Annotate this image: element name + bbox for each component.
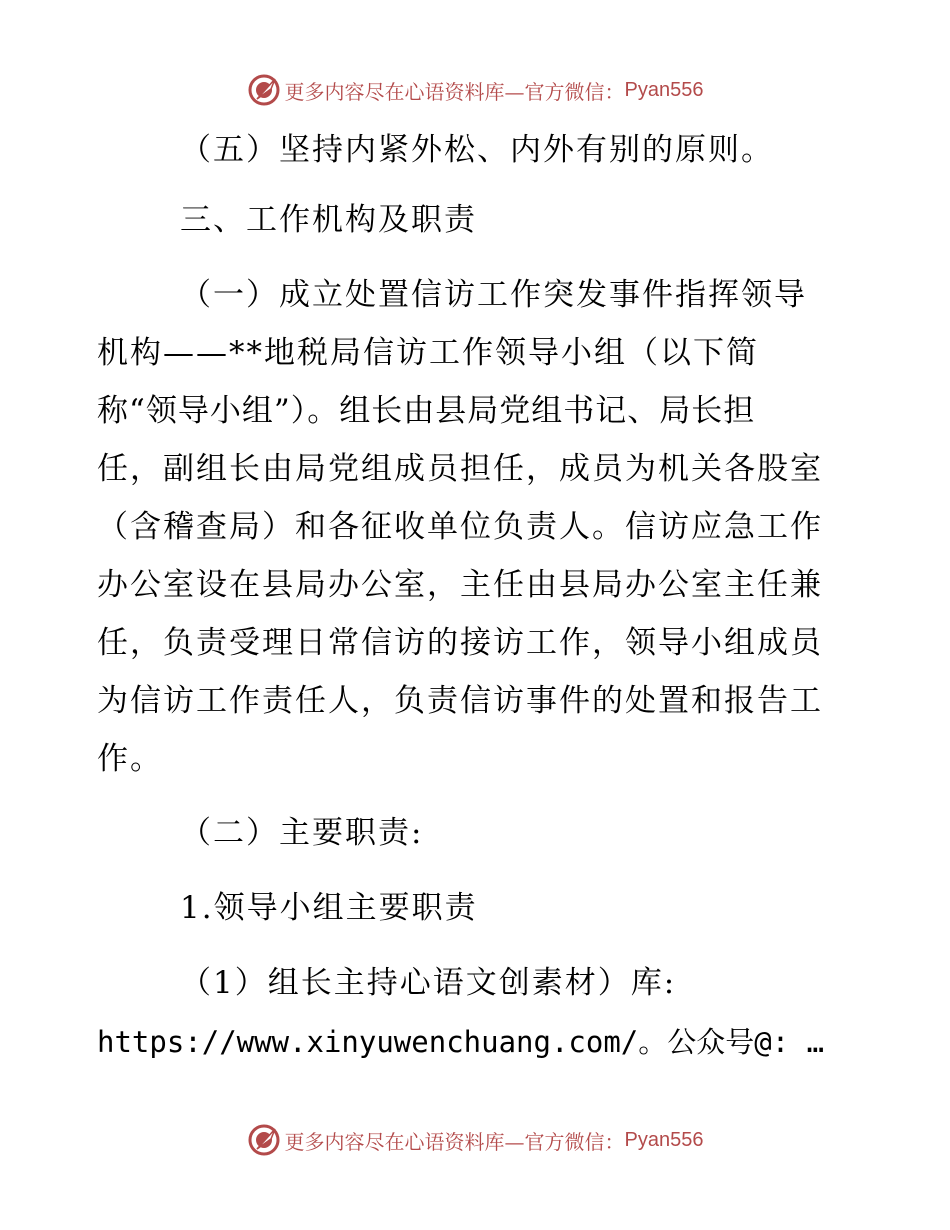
section-heading: 1.领导小组主要职责 <box>180 890 478 926</box>
header-banner-text: 更多内容尽在心语资料库—官方微信： <box>284 79 625 104</box>
text-line: 作。 <box>97 741 163 777</box>
text-line: （五）坚持内紧外松、内外有别的原则。 <box>180 132 774 168</box>
text-line: （含稽查局）和各征收单位负责人。信访应急工作 <box>97 509 823 545</box>
header-banner-id: Pyan556 <box>624 78 704 101</box>
footer-banner-text: 更多内容尽在心语资料库—官方微信： <box>284 1129 625 1154</box>
text-line: 为信访工作责任人，负责信访事件的处置和报告工 <box>97 683 823 719</box>
footer-banner-id: Pyan556 <box>624 1128 704 1151</box>
url-line: https://www.xinyuwenchuang.com/。公众号@: … <box>97 1025 825 1059</box>
section-heading: 三、工作机构及职责 <box>180 202 477 238</box>
section-heading: （二）主要职责: <box>180 815 424 851</box>
quill-logo-icon <box>247 73 281 107</box>
header-banner <box>0 70 950 110</box>
quill-logo-icon <box>247 1123 281 1157</box>
text-line: （1）组长主持心语文创素材）库: <box>180 965 677 1001</box>
footer-banner <box>0 1120 950 1160</box>
text-line: 任，负责受理日常信访的接访工作，领导小组成员 <box>97 625 823 661</box>
text-line: 机构——**地税局信访工作领导小组（以下简 <box>97 335 759 371</box>
text-line: 称“领导小组”）。组长由县局党组书记、局长担 <box>97 393 756 429</box>
text-line: 任，副组长由局党组成员担任，成员为机关各股室 <box>97 451 823 487</box>
text-line: 办公室设在县局办公室，主任由县局办公室主任兼 <box>97 567 823 603</box>
text-line: （一）成立处置信访工作突发事件指挥领导 <box>180 277 807 313</box>
